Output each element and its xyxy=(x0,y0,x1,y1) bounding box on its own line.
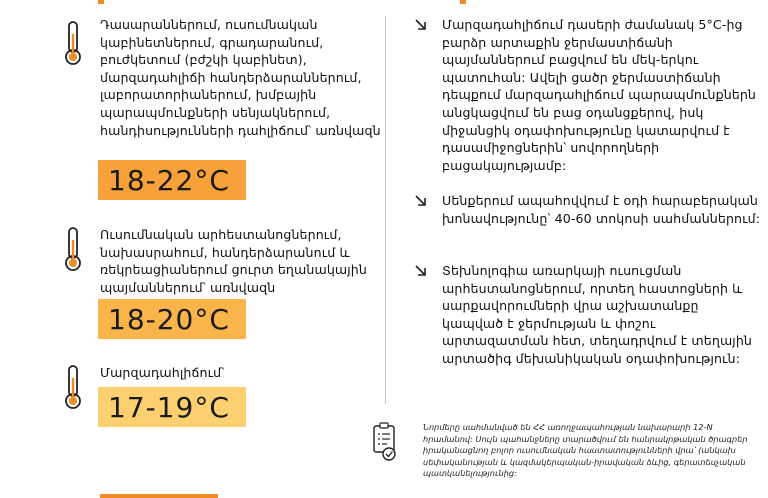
arrow-down-right-icon xyxy=(414,194,428,208)
thermometer-icon xyxy=(60,226,86,272)
arrow-down-right-icon xyxy=(414,18,428,32)
temperature-badge: 18-20°C xyxy=(98,299,246,339)
temperature-rule-text: Ուսումնական արհեստանոցներում, նախասրահում, հանդերձարանում և ռեկրեացիաներում ցուրտ եղանակային պայմաններում՝ առնվազն xyxy=(100,227,367,295)
column-divider xyxy=(385,16,386,404)
thermometer-icon xyxy=(60,20,86,66)
arrow-down-right-icon xyxy=(414,264,428,278)
top-accent-mark xyxy=(460,0,466,4)
rule-text: Մարզադահլիճում դասերի ժամանակ 5°C-ից բարձր արտաքին ջերմաստիճանի պայմաններում բացվում են մեկ-երկու պատուհան: Ավելի ցածր ջերմաստիճանի դեպքում մարզադահլիճում պարապմունքներն անցկացվում են բաց օդանցքերով, իսկ միջանցիկ օդափոխությունը կատարվում է դասամիջոցներին՝ սովորողների բացակայությամբ: xyxy=(442,17,757,173)
bottom-accent-bar xyxy=(100,494,218,498)
clipboard-check-icon xyxy=(372,422,398,462)
temperature-rule-text: Դասարաններում, ուսումնական կաբինետներում, գրադարանում, բուժկետում (բժշկի կաբինետ), մարզադահլիճի հանդերձարաններում, լաբորատորիաներում, խմբային պարապմունքների սենյակներում, հանդիսությունների դահլիճում՝ առնվազն xyxy=(100,17,381,138)
top-accent-mark xyxy=(98,0,104,4)
temperature-rule-text: Մարզադահլիճում՝ xyxy=(100,365,225,380)
temperature-badge: 17-19°C xyxy=(98,387,246,427)
thermometer-icon xyxy=(60,364,86,410)
legal-note: Նորմերը սահմանված են ՀՀ առողջապահության նախարարի 12-N հրամանով: Սույն պահանջները տարածվում են հանրակրթական ծրագրեր իրականացնող բոլոր ուսումնական հաստատությունների վրա՝ (անկախ սեփականության և կազմակերպական-իրավական ձևից, գերատեսչական պատկանելությունից: xyxy=(423,422,748,479)
temperature-badge: 18-22°C xyxy=(98,160,246,200)
rule-text: Սենքերում ապահովվում է օդի հարաբերական խոնավությունը՝ 40-60 տոկոսի սահմաններում: xyxy=(442,193,761,226)
rule-text: Տեխնոլոգիա առարկայի ուսուցման արհեստանոցներում, որտեղ հաստոցների և սարքավորումների վրա աշխատանքը կապված է ջերմության և փոշու արտազատման հետ, տեղադրվում է տեղային արտածիգ մեխանիկական օդափոխություն: xyxy=(442,263,752,366)
